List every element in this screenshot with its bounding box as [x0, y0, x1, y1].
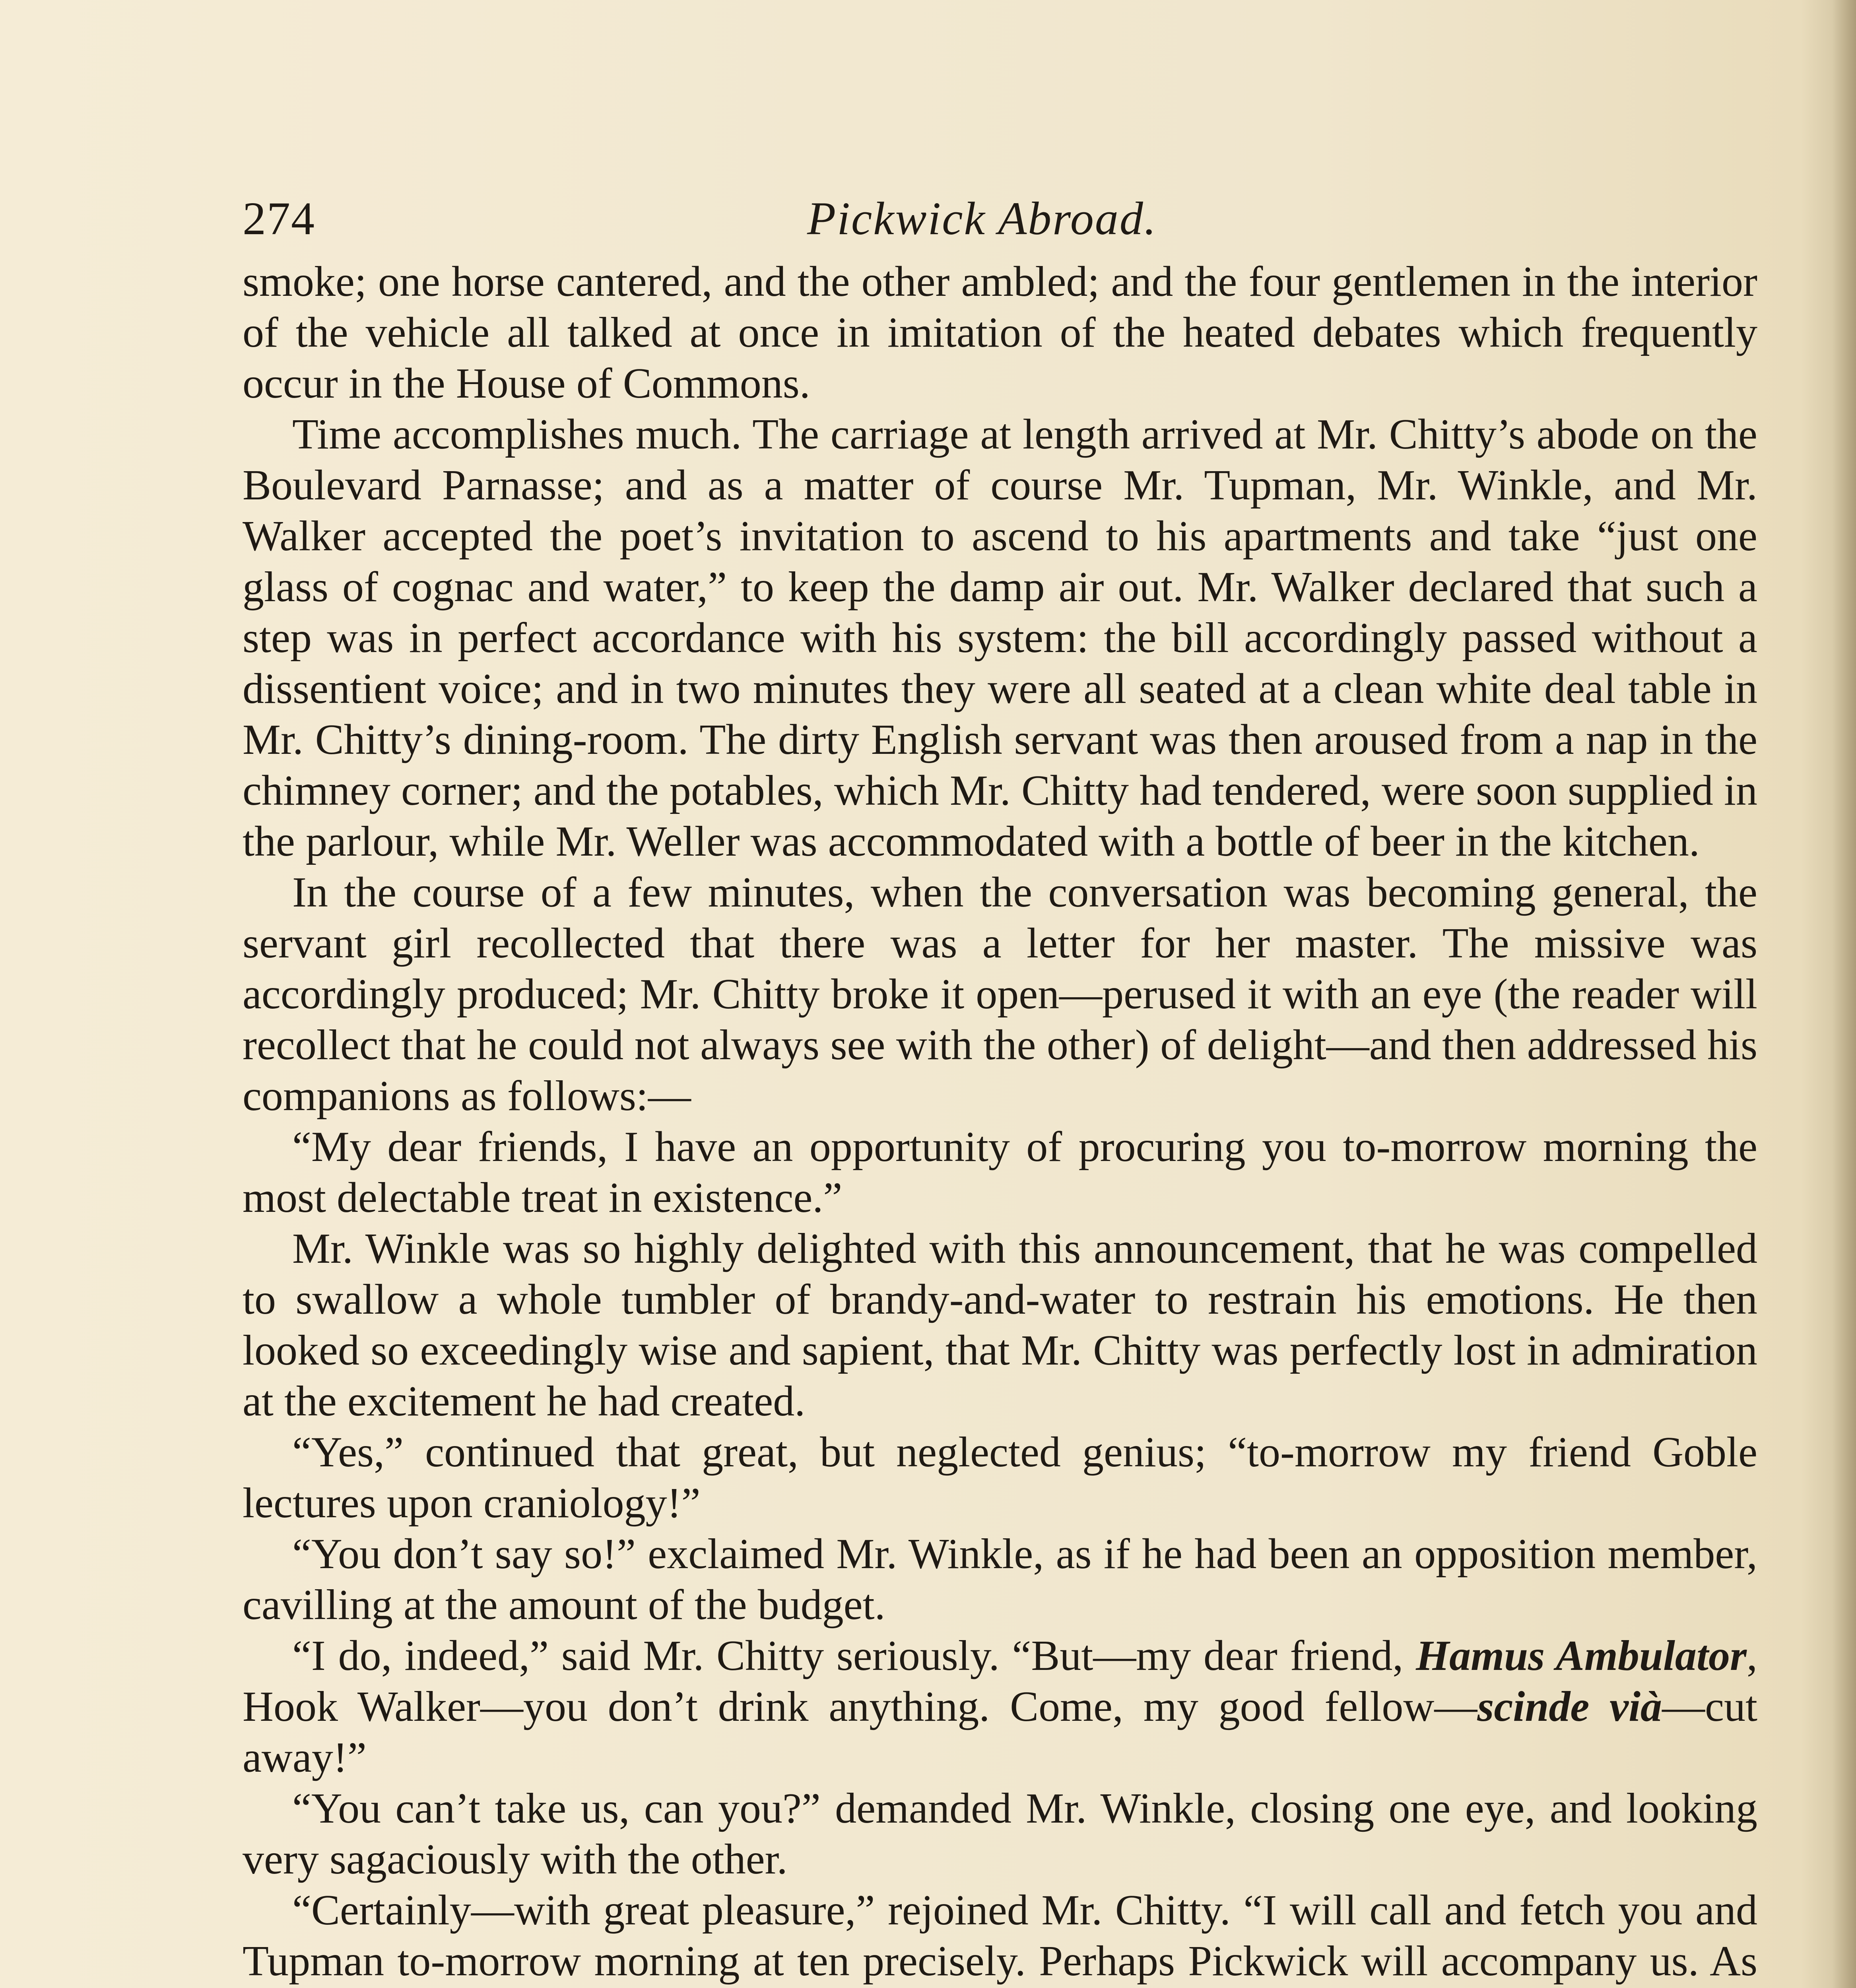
paragraph: Mr. Winkle was so highly delighted with this announcement, that he was compelled to swallow a whole tumbler of brandy-and-water to restrain his emotions. He then looked so exceedingly wise and sapient, that Mr. Chitty was perfectly lost in admiration at the excitement he had created. — [243, 1225, 1757, 1425]
page-edge-shadow — [1832, 0, 1856, 1988]
paragraph: “Yes,” continued that great, but neglected genius; “to-morrow my friend Goble lectures upon craniology!” — [243, 1429, 1757, 1527]
paragraph: In the course of a few minutes, when the conversation was becoming general, the servant girl recollected that there was a letter for her master. The missive was accordingly produced; Mr. Chitty broke it open—perused it with an eye (the reader will recollect that he could not always see with the other) of delight—and then addressed his companions as follows:— — [243, 869, 1757, 1120]
paragraph: “My dear friends, I have an opportunity of procuring you to-morrow morning the most delectable treat in existence.” — [243, 1123, 1757, 1221]
page-number: 274 — [243, 192, 315, 245]
paragraph: “You can’t take us, can you?” demanded Mr. Winkle, closing one eye, and looking very sagaciously with the other. — [243, 1785, 1757, 1883]
paragraph: “Certainly—with great pleasure,” rejoined Mr. Chitty. “I will call and fetch you and Tupman to-morrow morning at ten precisely. Perhaps Pickwick will accompany us. As — [243, 1887, 1757, 1985]
paragraph-with-latin — [243, 1631, 1757, 1783]
paragraph: Time accomplishes much. The carriage at length arrived at Mr. Chitty’s abode on the Boulevard Parnasse; and as a matter of course Mr. Tupman, Mr. Winkle, and Mr. Walker accepted the poet’s invitation to ascend to his apartments and take “just one glass of cognac and water,” to keep the damp air out. Mr. Walker declared that such a step was in perfect accordance with his system: the bill accordingly passed without a dissentient voice; and in two minutes they were all seated at a clean white deal table in Mr. Chitty’s dining-room. The dirty English servant was then aroused from a nap in the chimney corner; and the potables, which Mr. Chitty had tendered, were soon supplied in the parlour, while Mr. Weller was accommodated with a bottle of beer in the kitchen. — [243, 411, 1757, 865]
paragraph: smoke; one horse cantered, and the other ambled; and the four gentlemen in the interior of the vehicle all talked at once in imitation of the heated debates which frequently occur in the House of Commons. — [243, 258, 1757, 407]
paragraph-text: “I do, indeed,” said Mr. Chitty seriously. “But—my dear friend, — [292, 1632, 1416, 1679]
paragraph-text: , Hook Walker—you don’t drink anything. Come, my good fellow— — [243, 1632, 1758, 1730]
running-title: Pickwick Abroad. — [807, 192, 1157, 245]
paragraph: “You don’t say so!” exclaimed Mr. Winkle, as if he had been an opposition member, cavilling at the amount of the budget. — [243, 1530, 1757, 1629]
latin-phrase: Hamus Ambulator — [1416, 1632, 1747, 1679]
paragraph-text: —cut away!” — [243, 1683, 1758, 1781]
page-header — [243, 187, 1757, 250]
latin-phrase: scinde vià — [1477, 1683, 1662, 1730]
body-text — [243, 256, 1757, 1988]
